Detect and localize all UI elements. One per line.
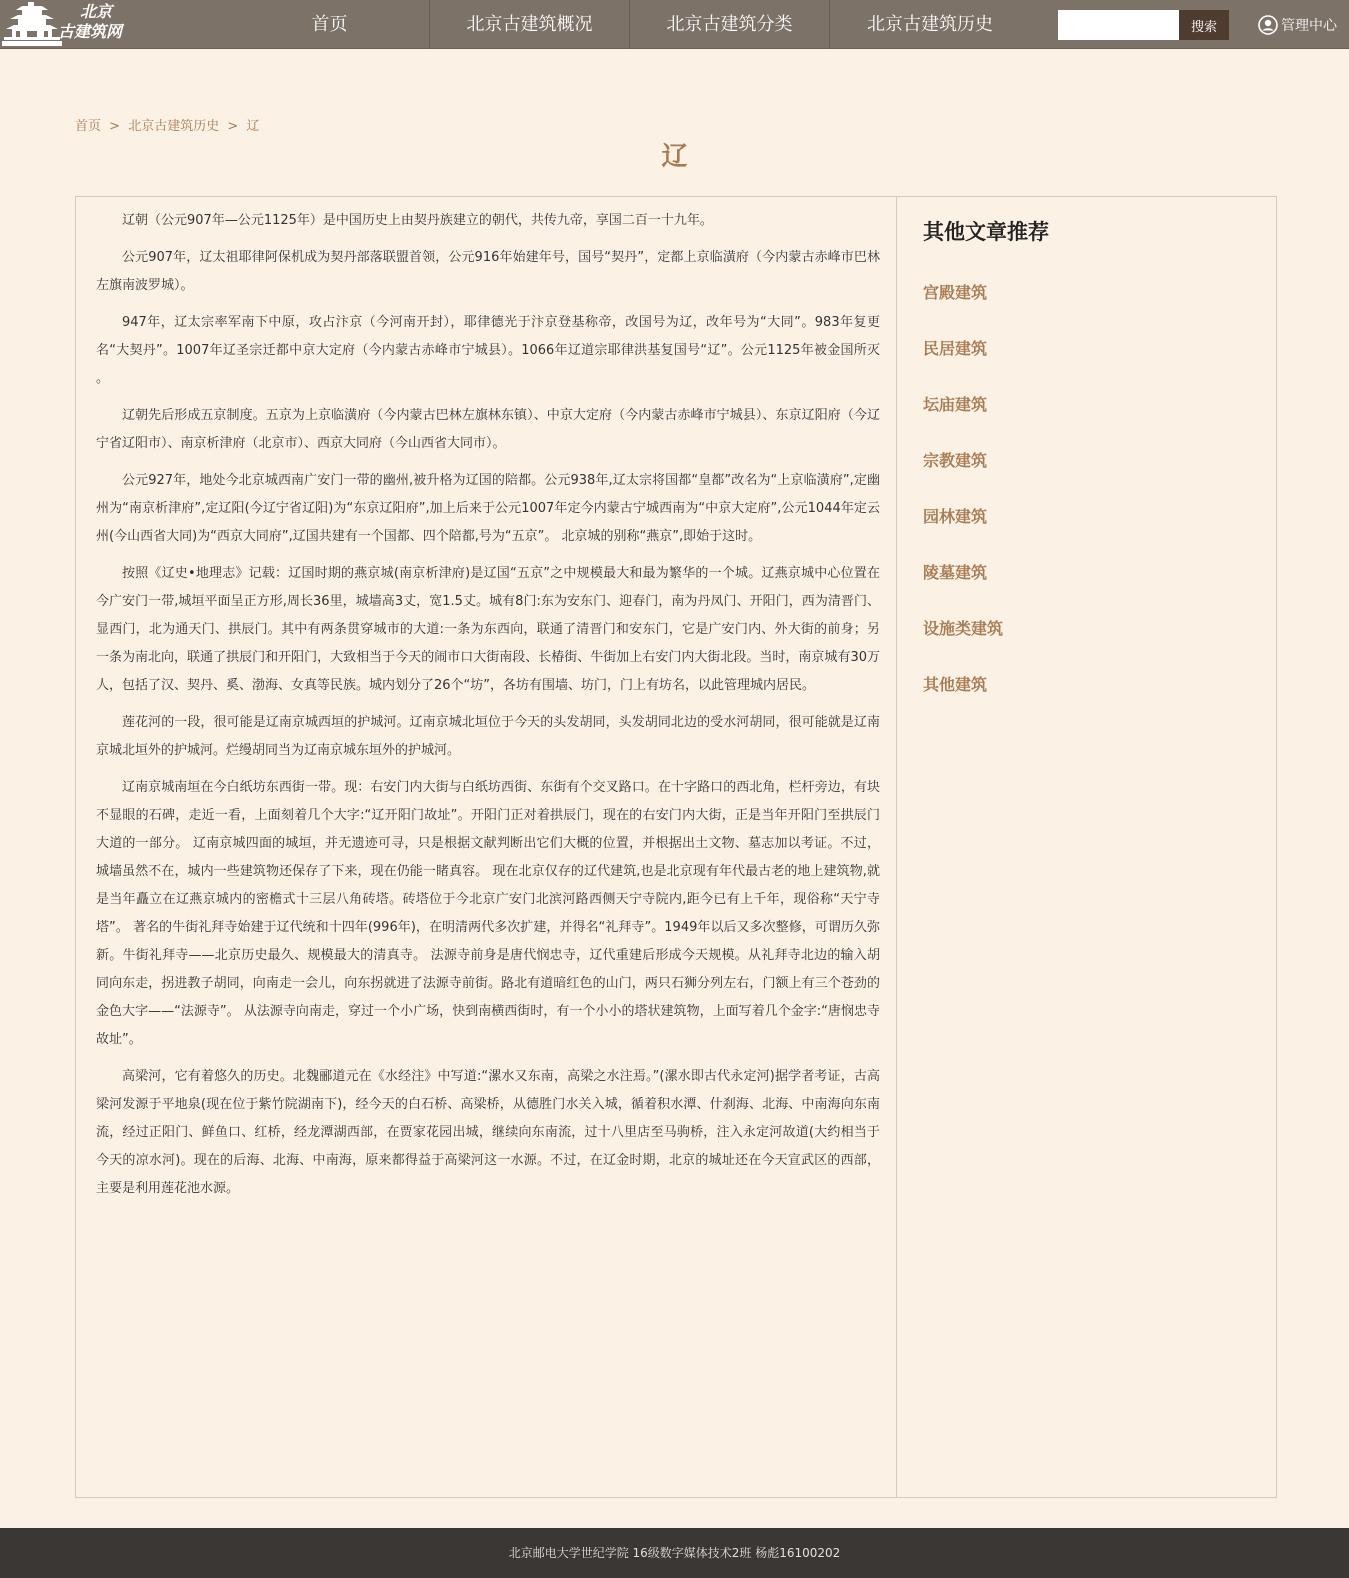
admin-center-label: 管理中心 (1281, 18, 1337, 34)
sidebar-link-facility[interactable]: 设施类建筑 (923, 619, 1004, 638)
article-paragraph: 高梁河，它有着悠久的历史。北魏郦道元在《水经注》中写道:“漯水又东南，高梁之水注焉。”(漯水即古代永定河)据学者考证，古高梁河发源于平地泉(现在位于紫竹院湖南下)，经今天的白石桥、高梁桥，从德胜门水关入城，循着积水潭、什刹海、北海、中南海向东南流，经过正阳门、鲜鱼口、红桥，经龙潭湖西部，在贾家花园出城，继续向东南流，过十八里店至马驹桥，注入永定河故道(大约相当于今天的凉水河)。现在的后海、北海、中南海，原来都得益于高梁河这一水源。不过，在辽金时期，北京的城址还在今天宣武区的西部，主要是利用莲花池水源。 (96, 1069, 880, 1196)
logo-line-1: 北京 (80, 2, 113, 21)
breadcrumb-separator: > (227, 119, 239, 134)
article-paragraph: 947年，辽太宗率军南下中原，攻占汴京（今河南开封），耶律德光于汴京登基称帝，改国号为辽，改年号为“大同”。983年复更名“大契丹”。1007年辽圣宗迁都中京大定府（今内蒙古赤峰市宁城县）。1066年辽道宗耶律洪基复国号“辽”。公元1125年被金国所灭 。 (96, 315, 880, 386)
article-paragraph: 辽南京城南垣在今白纸坊东西街一带。现：右安门内大街与白纸坊西街、东街有个交叉路口。在十字路口的西北角，栏杆旁边，有块不显眼的石碑，走近一看，上面刻着几个大字:“辽开阳门故址”。开阳门正对着拱辰门，现在的右安门内大街，正是当年开阳门至拱辰门大道的一部分。 辽南京城四面的城垣，并无遗迹可寻，只是根据文献判断出它们大概的位置，并根据出土文物、墓志加以考证。不过，城墙虽然不在，城内一些建筑物还保存了下来，现在仍能一睹真容。 现在北京仅存的辽代建筑,也是北京现有年代最古老的地上建筑物,就是当年矗立在辽燕京城内的密檐式十三层八角砖塔。砖塔位于今北京广安门北滨河路西侧天宁寺院内,距今已有上千年，现俗称“天宁寺塔”。 著名的牛街礼拜寺始建于辽代统和十四年(996年)，在明清两代多次扩建，并得名“礼拜寺”。1949年以后又多次整修，可谓历久弥新。牛街礼拜寺——北京历史最久、规模最大的清真寺。 法源寺前身是唐代悯忠寺，辽代重建后形成今天规模。从礼拜寺北边的输入胡同向东走，拐进教子胡同，向南走一会儿，向东拐就进了法源寺前街。路北有道暗红色的山门，两只石狮分列左右，门额上有三个苍劲的金色大字——“法源寺”。 从法源寺向南走，穿过一个小广场，快到南横西街时，有一个小小的塔状建筑物，上面写着几个金字:“唐悯忠寺故址”。 (96, 780, 880, 1047)
logo-text (58, 2, 138, 42)
nav-item-categories[interactable]: 北京古建筑分类 (630, 0, 830, 49)
article-paragraph: 辽朝（公元907年—公元1125年）是中国历史上由契丹族建立的朝代，共传九帝，享国二百一十九年。 (122, 213, 713, 228)
sidebar-link-religious[interactable]: 宗教建筑 (923, 451, 988, 470)
breadcrumb-separator: > (109, 119, 121, 134)
recommended-articles-sidebar (923, 217, 1253, 713)
sidebar-link-altar-temple[interactable]: 坛庙建筑 (923, 395, 988, 414)
main-nav (230, 0, 1030, 49)
sidebar-link-other[interactable]: 其他建筑 (923, 675, 988, 694)
content-panel (75, 196, 1277, 1498)
article-paragraph: 辽朝先后形成五京制度。五京为上京临潢府（今内蒙古巴林左旗林东镇）、中京大定府（今内蒙古赤峰市宁城县）、东京辽阳府（今辽宁省辽阳市）、南京析津府（北京市）、西京大同府（今山西省大同市）。 (96, 408, 880, 451)
site-logo[interactable] (0, 0, 140, 49)
page-title: 辽 (661, 142, 688, 172)
logo-line-2: 古建筑网 (58, 22, 123, 41)
article-paragraph: 莲花河的一段，很可能是辽南京城西垣的护城河。辽南京城北垣位于今天的头发胡同，头发胡同北边的受水河胡同，很可能就是辽南京城北垣外的护城河。烂缦胡同当为辽南京城东垣外的护城河。 (96, 715, 880, 758)
admin-center-link[interactable] (1258, 14, 1337, 36)
breadcrumb-home[interactable]: 首页 (75, 119, 102, 134)
sidebar-link-mausoleum[interactable]: 陵墓建筑 (923, 563, 988, 582)
article-paragraph: 按照《辽史•地理志》记载：辽国时期的燕京城(南京析津府)是辽国“五京”之中规模最大和最为繁华的一个城。辽燕京城中心位置在今广安门一带,城垣平面呈正方形,周长36里，城墙高3丈，宽1.5丈。城有8门:东为安东门、迎春门，南为丹凤门、开阳门，西为清晋门、显西门，北为通天门、拱辰门。其中有两条贯穿城市的大道:一条为东西向，联通了清晋门和安东门，它是广安门内、外大街的前身；另一条为南北向，联通了拱辰门和开阳门，大致相当于今天的闹市口大街南段、长椿街、牛街加上右安门内大街北段。当时，南京城有30万人，包括了汉、契丹、奚、渤海、女真等民族。城内划分了26个“坊”，各坊有围墙、坊门，门上有坊名，以此管理城内居民。 (96, 566, 880, 693)
pagoda-logo-icon (2, 0, 62, 49)
top-navigation-bar (0, 0, 1349, 49)
nav-item-overview[interactable]: 北京古建筑概况 (430, 0, 630, 49)
search-button[interactable]: 搜索 (1179, 10, 1229, 40)
article-paragraph: 公元907年，辽太祖耶律阿保机成为契丹部落联盟首领，公元916年始建年号，国号“契丹”，定都上京临潢府（今内蒙古赤峰市巴林左旗南波罗城）。 (96, 250, 880, 293)
user-circle-icon (1258, 15, 1278, 35)
article-paragraph: 公元927年，地处今北京城西南广安门一带的幽州,被升格为辽国的陪都。公元938年,辽太宗将国都“皇都”改名为“上京临潢府”,定幽州为“南京析津府”,定辽阳(今辽宁省辽阳)为“东京辽阳府”,加上后来于公元1007年定今内蒙古宁城西南为“中京大定府”,公元1044年定云州(今山西省大同)为“西京大同府”,辽国共建有一个国都、四个陪都,号为“五京”。 北京城的别称“燕京”,即始于这时。 (96, 473, 880, 544)
search-input[interactable] (1058, 10, 1179, 40)
breadcrumb-current: 辽 (246, 119, 260, 134)
sidebar-link-garden[interactable]: 园林建筑 (923, 507, 988, 526)
page-footer (0, 1528, 1349, 1578)
nav-item-home[interactable]: 首页 (230, 0, 430, 49)
sidebar-link-palace[interactable]: 宫殿建筑 (923, 283, 988, 302)
breadcrumb-section[interactable]: 北京古建筑历史 (128, 119, 220, 134)
sidebar-link-residential[interactable]: 民居建筑 (923, 339, 988, 358)
breadcrumb (75, 115, 259, 134)
sidebar-title: 其他文章推荐 (923, 220, 1049, 244)
article-body (76, 197, 897, 1497)
nav-item-history[interactable]: 北京古建筑历史 (867, 14, 993, 35)
footer-credits: 北京邮电大学世纪学院 16级数字媒体技术2班 杨彪16100202 (508, 1546, 841, 1560)
